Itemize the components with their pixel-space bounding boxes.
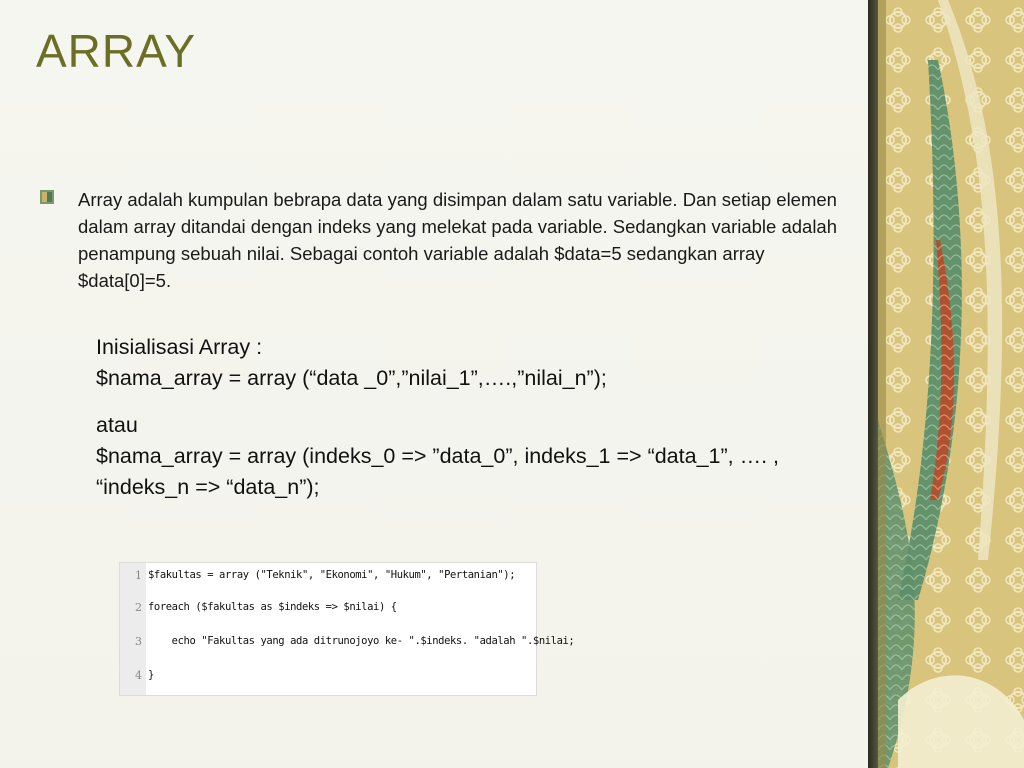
line-number: 2 <box>135 601 142 614</box>
code-line <box>120 597 536 621</box>
initialization-syntax: $nama_array = array (“data _0”,”nilai_1”,….,”nilai_n”); <box>96 366 607 390</box>
initialization-block <box>96 332 816 394</box>
line-number: 3 <box>135 635 142 648</box>
alternative-syntax: $nama_array = array (indeks_0 => ”data_0”, indeks_1 => “data_1”, …. , “indeks_n => “data_n”); <box>96 444 780 499</box>
atau-label: atau <box>96 413 138 437</box>
code-text: $fakultas = array ("Teknik", "Ekonomi", "Hukum", "Pertanian"); <box>148 569 516 581</box>
code-line <box>120 565 536 589</box>
alternative-block <box>96 410 816 503</box>
bullet-paragraph: Array adalah kumpulan bebrapa data yang disimpan dalam satu variable. Dan setiap elemen dalam array ditandai dengan indeks yang melekat pada variable. Sedangkan variable adalah penampung sebuah nilai. Sebagai contoh variable adalah $data=5 sedangkan array $data[0]=5. <box>78 189 838 291</box>
line-number: 4 <box>135 669 142 682</box>
initialization-label: Inisialisasi Array : <box>96 335 263 359</box>
square-bullet-icon <box>40 190 54 204</box>
slide-title: ARRAY <box>36 25 197 77</box>
code-line <box>120 631 575 655</box>
decorative-side-pattern <box>878 0 1024 768</box>
code-text: echo "Fakultas yang ada ditrunojoyo ke- ".$indeks. "adalah ".$nilai; <box>148 635 575 647</box>
line-number: 1 <box>135 569 142 582</box>
code-text: } <box>148 669 154 681</box>
code-snippet <box>119 562 575 696</box>
code-text: foreach ($fakultas as $indeks => $nilai) { <box>148 601 397 613</box>
code-line <box>120 665 536 689</box>
floral-pattern-graphic <box>878 0 1024 768</box>
